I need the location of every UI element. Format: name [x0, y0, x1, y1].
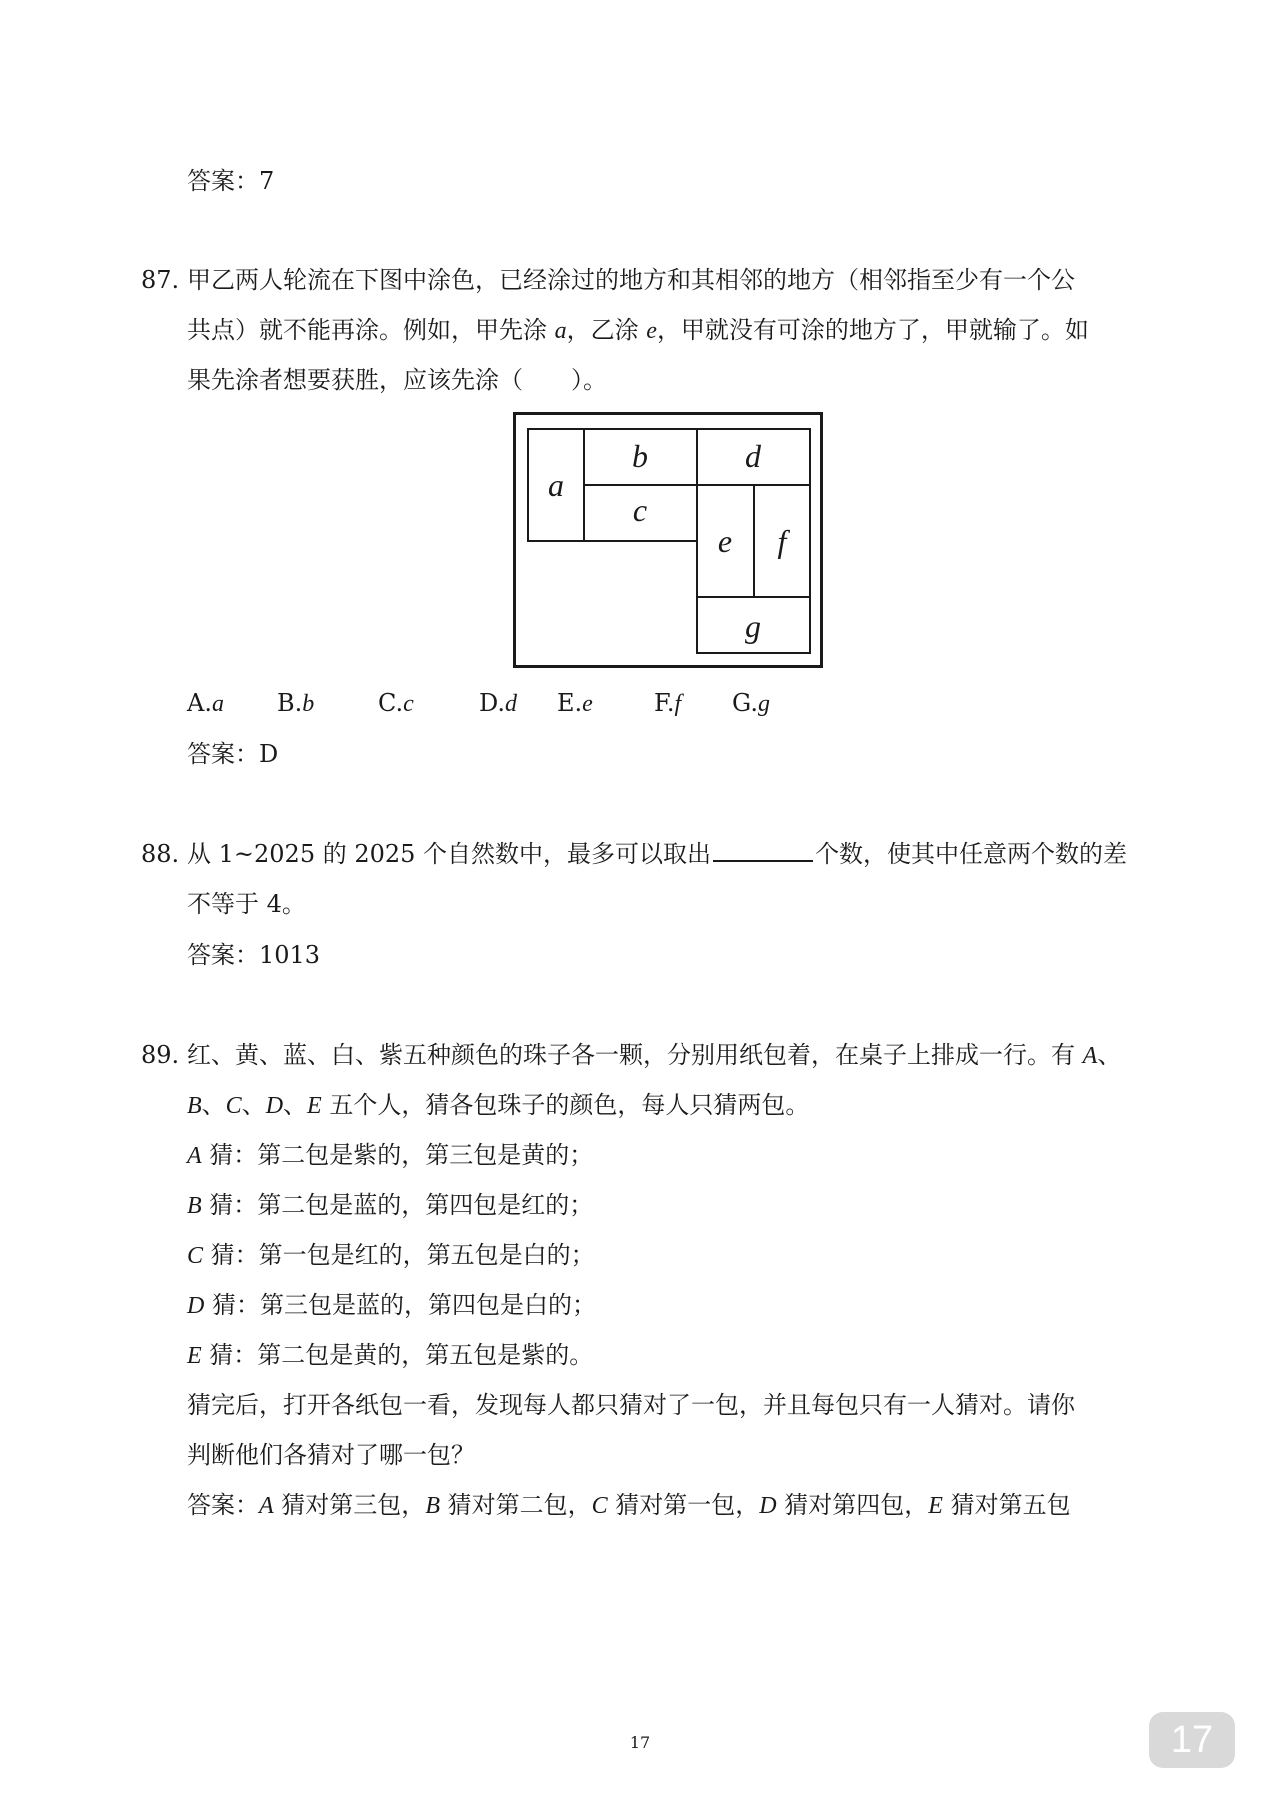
- option-c: C.c: [378, 689, 414, 717]
- q87-options: [187, 687, 887, 719]
- previous-answer: 答案：7: [187, 167, 275, 195]
- guess-c: C 猜：第一包是红的，第五包是白的；: [187, 1241, 595, 1269]
- q89-conclusion-line2: 判断他们各猜对了哪一包？: [187, 1441, 475, 1469]
- q87-line3: 果先涂者想要获胜，应该先涂（ ）。: [187, 366, 607, 394]
- page-number: 17: [629, 1733, 651, 1752]
- region-diagram: [513, 412, 823, 668]
- option-f: F.f: [654, 689, 682, 717]
- guess-e: E 猜：第二包是黄的，第五包是紫的。: [187, 1341, 594, 1369]
- option-g: G.g: [732, 689, 770, 717]
- q88-number: 88.: [141, 840, 180, 868]
- page-badge: 17: [1149, 1712, 1235, 1768]
- q89-line1: 红、黄、蓝、白、紫五种颜色的珠子各一颗，分别用纸包着，在桌子上排成一行。有 A、: [187, 1041, 1122, 1069]
- q89-answer: 答案：A 猜对第三包，B 猜对第二包，C 猜对第一包，D 猜对第四包，E 猜对第五包: [187, 1491, 1071, 1519]
- label-g: g: [745, 608, 761, 644]
- label-a: a: [548, 467, 564, 503]
- q89-line2: B、C、D、E 五个人，猜各包珠子的颜色，每人只猜两包。: [187, 1091, 810, 1119]
- label-d: d: [745, 438, 761, 474]
- guess-b: B 猜：第二包是蓝的，第四包是红的；: [187, 1191, 594, 1219]
- q88-line1: 从 1~2025 的 2025 个自然数中，最多可以取出 个数，使其中任意两个数的差: [187, 840, 1128, 868]
- option-d: D.d: [479, 689, 518, 717]
- q87-line1: 甲乙两人轮流在下图中涂色，已经涂过的地方和其相邻的地方（相邻指至少有一个公: [187, 266, 1075, 294]
- option-e: E.e: [557, 689, 593, 717]
- label-e: e: [717, 523, 733, 559]
- guess-a: A 猜：第二包是紫的，第三包是黄的；: [187, 1141, 594, 1169]
- q87-line2: 共点）就不能再涂。例如，甲先涂 a，乙涂 e，甲就没有可涂的地方了，甲就输了。如: [187, 316, 1089, 344]
- guess-d: D 猜：第三包是蓝的，第四包是白的；: [187, 1291, 596, 1319]
- q89-conclusion-line1: 猜完后，打开各纸包一看，发现每人都只猜对了一包，并且每包只有一人猜对。请你: [187, 1391, 1075, 1419]
- option-b: B.b: [277, 689, 315, 717]
- option-a: A.a: [187, 689, 224, 717]
- label-f: f: [777, 523, 787, 559]
- q87-number: 87.: [141, 266, 180, 294]
- label-b: b: [632, 438, 648, 474]
- q89-number: 89.: [141, 1041, 180, 1069]
- q87-answer: 答案：D: [187, 740, 279, 768]
- q88-line2: 不等于 4。: [187, 890, 306, 918]
- answer-blank: [713, 838, 813, 862]
- q88-answer: 答案：1013: [187, 941, 321, 969]
- label-c: c: [632, 492, 648, 528]
